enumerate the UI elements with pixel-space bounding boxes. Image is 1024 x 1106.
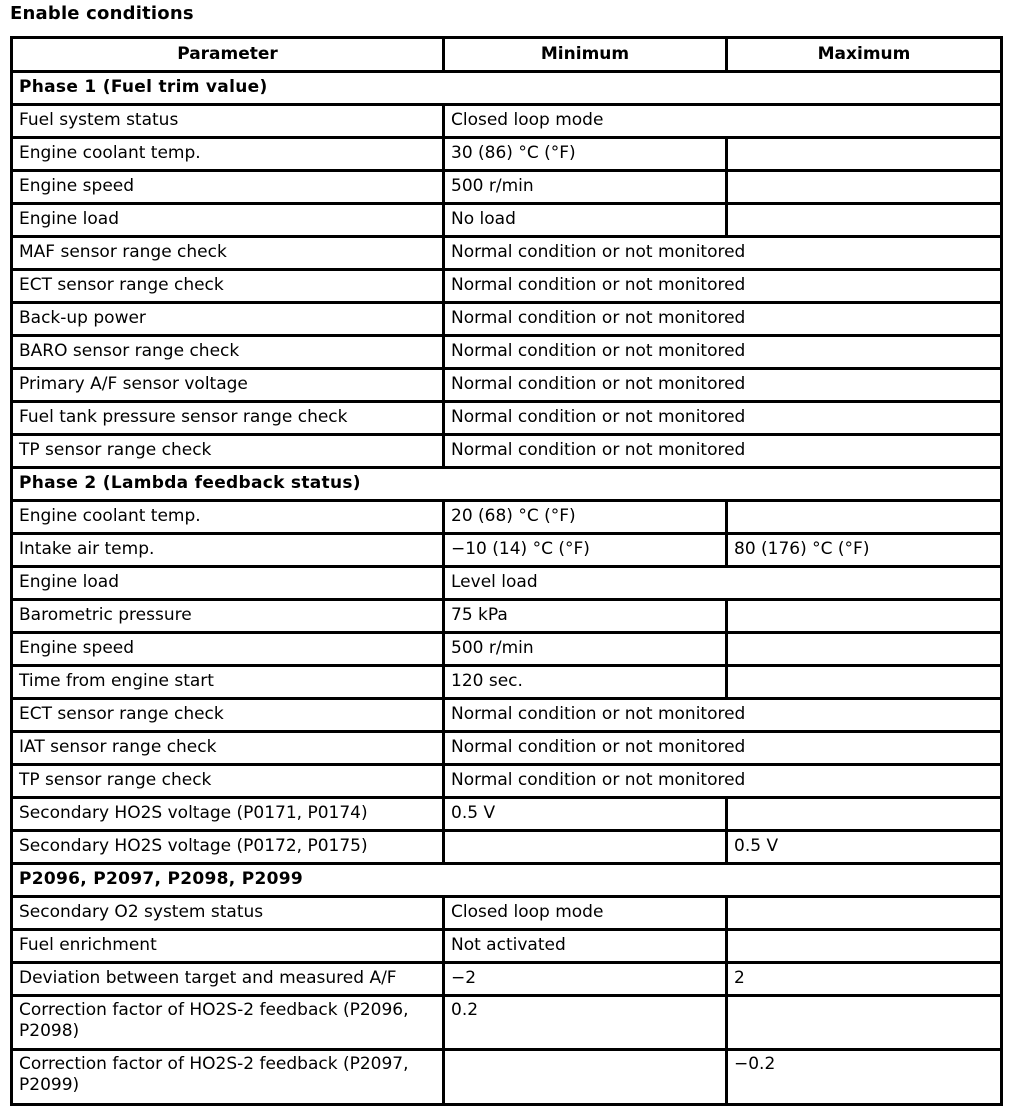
table-row (12, 666, 1002, 699)
minimum-cell: Closed loop mode (444, 897, 727, 930)
maximum-cell: 0.5 V (727, 831, 1002, 864)
parameter-cell: Time from engine start (12, 666, 444, 699)
page-title: Enable conditions (10, 3, 194, 24)
table-row (12, 204, 1002, 237)
value-cell: Closed loop mode (444, 105, 1002, 138)
value-cell: Normal condition or not monitored (444, 270, 1002, 303)
value-cell: Normal condition or not monitored (444, 765, 1002, 798)
table-row (12, 732, 1002, 765)
minimum-cell: 20 (68) °C (°F) (444, 501, 727, 534)
table-row (12, 1050, 1002, 1105)
section-heading: P2096, P2097, P2098, P2099 (12, 864, 1002, 897)
table-row (12, 963, 1002, 996)
value-cell: Level load (444, 567, 1002, 600)
section-row-phase-2 (12, 468, 1002, 501)
table-row (12, 237, 1002, 270)
table-row (12, 996, 1002, 1050)
value-cell: Normal condition or not monitored (444, 336, 1002, 369)
table-row (12, 699, 1002, 732)
parameter-cell: Correction factor of HO2S-2 feedback (P2097, P2099) (12, 1050, 444, 1105)
value-cell: Normal condition or not monitored (444, 303, 1002, 336)
maximum-cell (727, 996, 1002, 1050)
table-row (12, 534, 1002, 567)
parameter-cell: Secondary O2 system status (12, 897, 444, 930)
value-cell: Normal condition or not monitored (444, 402, 1002, 435)
minimum-cell: 0.2 (444, 996, 727, 1050)
maximum-cell: −0.2 (727, 1050, 1002, 1105)
minimum-cell: No load (444, 204, 727, 237)
table-row (12, 270, 1002, 303)
minimum-cell: 30 (86) °C (°F) (444, 138, 727, 171)
parameter-cell: Engine speed (12, 171, 444, 204)
value-cell: Normal condition or not monitored (444, 435, 1002, 468)
parameter-cell: ECT sensor range check (12, 270, 444, 303)
maximum-cell (727, 897, 1002, 930)
parameter-cell: Engine coolant temp. (12, 501, 444, 534)
section-row-phase-1 (12, 72, 1002, 105)
table-row (12, 105, 1002, 138)
parameter-cell: MAF sensor range check (12, 237, 444, 270)
minimum-cell: −10 (14) °C (°F) (444, 534, 727, 567)
table-row (12, 171, 1002, 204)
minimum-cell: 120 sec. (444, 666, 727, 699)
parameter-cell: Engine load (12, 567, 444, 600)
parameter-cell: Fuel tank pressure sensor range check (12, 402, 444, 435)
minimum-cell: 500 r/min (444, 171, 727, 204)
table-row (12, 567, 1002, 600)
maximum-cell (727, 798, 1002, 831)
parameter-cell: TP sensor range check (12, 435, 444, 468)
table-row (12, 435, 1002, 468)
table-row (12, 369, 1002, 402)
enable-conditions-table (10, 36, 1003, 1106)
maximum-cell (727, 204, 1002, 237)
maximum-cell: 2 (727, 963, 1002, 996)
parameter-cell: Correction factor of HO2S-2 feedback (P2096, P2098) (12, 996, 444, 1050)
parameter-cell: BARO sensor range check (12, 336, 444, 369)
minimum-cell: 75 kPa (444, 600, 727, 633)
maximum-cell (727, 501, 1002, 534)
parameter-cell: Fuel system status (12, 105, 444, 138)
parameter-cell: Deviation between target and measured A/F (12, 963, 444, 996)
column-header-maximum: Maximum (727, 38, 1002, 72)
parameter-cell: ECT sensor range check (12, 699, 444, 732)
section-row-p2096-p2099 (12, 864, 1002, 897)
header-row (12, 38, 1002, 72)
parameter-cell: Fuel enrichment (12, 930, 444, 963)
value-cell: Normal condition or not monitored (444, 237, 1002, 270)
table-row (12, 798, 1002, 831)
section-heading: Phase 1 (Fuel trim value) (12, 72, 1002, 105)
parameter-cell: Primary A/F sensor voltage (12, 369, 444, 402)
parameter-cell: TP sensor range check (12, 765, 444, 798)
table-row (12, 336, 1002, 369)
parameter-cell: Secondary HO2S voltage (P0172, P0175) (12, 831, 444, 864)
section-heading: Phase 2 (Lambda feedback status) (12, 468, 1002, 501)
column-header-minimum: Minimum (444, 38, 727, 72)
parameter-cell: IAT sensor range check (12, 732, 444, 765)
value-cell: Normal condition or not monitored (444, 732, 1002, 765)
parameter-cell: Barometric pressure (12, 600, 444, 633)
minimum-cell: Not activated (444, 930, 727, 963)
maximum-cell (727, 633, 1002, 666)
maximum-cell: 80 (176) °C (°F) (727, 534, 1002, 567)
value-cell: Normal condition or not monitored (444, 699, 1002, 732)
table-row (12, 831, 1002, 864)
maximum-cell (727, 666, 1002, 699)
maximum-cell (727, 930, 1002, 963)
parameter-cell: Engine speed (12, 633, 444, 666)
maximum-cell (727, 171, 1002, 204)
table-row (12, 402, 1002, 435)
parameter-cell: Engine coolant temp. (12, 138, 444, 171)
table-row (12, 897, 1002, 930)
parameter-cell: Secondary HO2S voltage (P0171, P0174) (12, 798, 444, 831)
minimum-cell: 0.5 V (444, 798, 727, 831)
column-header-parameter: Parameter (12, 38, 444, 72)
parameter-cell: Back-up power (12, 303, 444, 336)
table-row (12, 930, 1002, 963)
maximum-cell (727, 138, 1002, 171)
parameter-cell: Intake air temp. (12, 534, 444, 567)
table-row (12, 138, 1002, 171)
value-cell: Normal condition or not monitored (444, 369, 1002, 402)
maximum-cell (727, 600, 1002, 633)
parameter-cell: Engine load (12, 204, 444, 237)
table-row (12, 303, 1002, 336)
table-row (12, 765, 1002, 798)
minimum-cell (444, 831, 727, 864)
minimum-cell (444, 1050, 727, 1105)
table-row (12, 633, 1002, 666)
table-row (12, 600, 1002, 633)
minimum-cell: 500 r/min (444, 633, 727, 666)
table-row (12, 501, 1002, 534)
minimum-cell: −2 (444, 963, 727, 996)
